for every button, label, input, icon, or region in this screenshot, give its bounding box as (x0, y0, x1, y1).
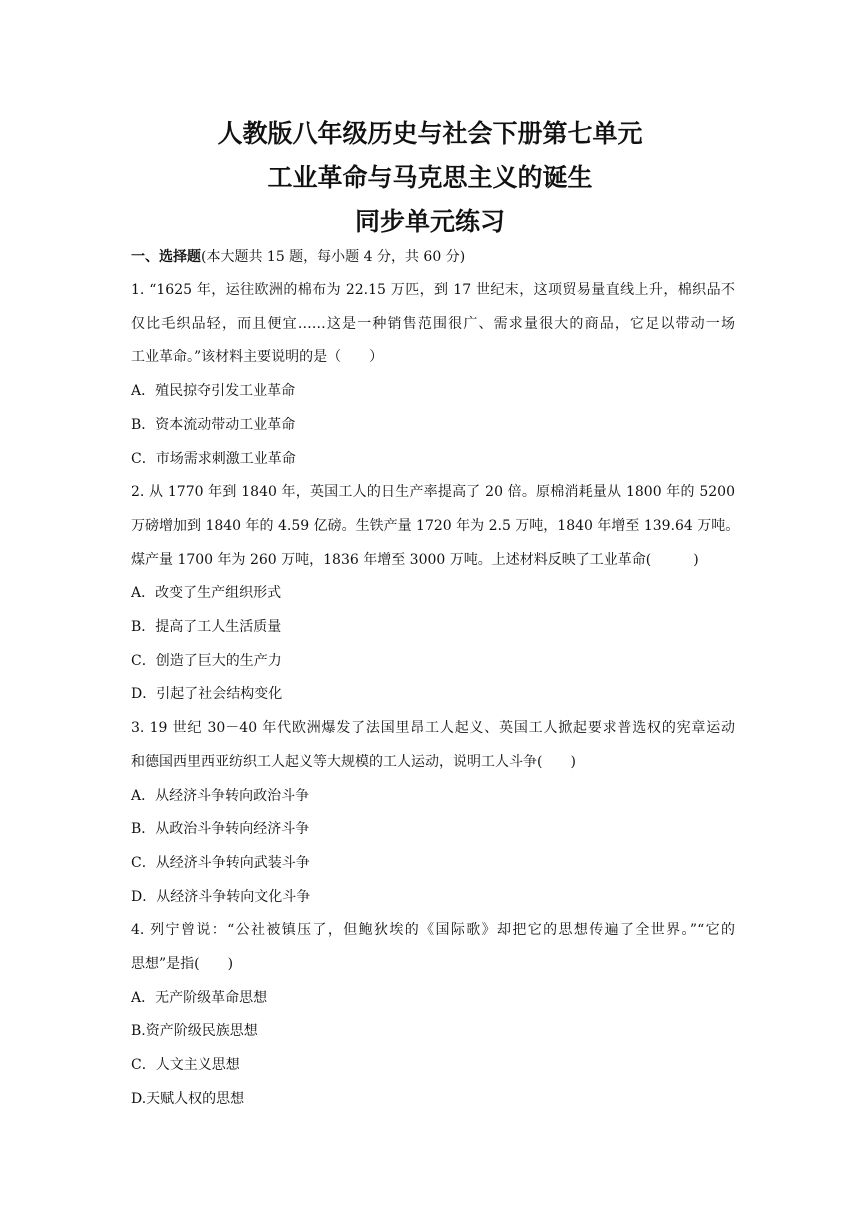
question-stem-line: 思想”是指( ) (131, 956, 234, 973)
section-heading-label: 一、选择题 (131, 249, 201, 265)
option-b: B．提高了工人生活质量 (131, 619, 282, 636)
option-d: D.天赋人权的思想 (131, 1090, 245, 1107)
option-d: D．从经济斗争转向文化斗争 (131, 888, 311, 905)
question-3 (131, 712, 735, 914)
option-a: A．改变了生产组织形式 (131, 585, 282, 602)
question-stem-line: 4. 列宁曾说：“公社被镇压了，但鲍狄埃的《国际歌》却把它的思想传遍了全世界。”“它的 (131, 922, 735, 939)
question-stem-line: 工业革命。”该材料主要说明的是（ ） (131, 349, 384, 366)
title-block (0, 112, 860, 244)
option-a: A．从经济斗争转向政治斗争 (131, 787, 310, 804)
option-b: B．从政治斗争转向经济斗争 (131, 821, 310, 838)
question-stem-line: 煤产量 1700 年为 260 万吨，1836 年增至 3000 万吨。上述材料反映了工业革命( ) (131, 551, 699, 568)
option-d: D．引起了社会结构变化 (131, 686, 283, 703)
question-2 (131, 476, 740, 712)
option-b: B．资本流动带动工业革命 (131, 416, 296, 433)
question-stem-line: 和德国西里西亚纺织工人起义等大规模的工人运动，说明工人斗争( ) (131, 753, 576, 770)
question-stem-line: 2. 从 1770 年到 1840 年，英国工人的日生产率提高了 20 倍。原棉消耗量从 1800 年的 5200 (131, 484, 735, 501)
option-a: A．殖民掠夺引发工业革命 (131, 383, 296, 400)
section-heading (131, 240, 735, 274)
option-c: C．人文主义思想 (131, 1057, 240, 1074)
title-line-2: 工业革命与马克思主义的诞生 (267, 163, 593, 192)
option-c: C．市场需求刺激工业革命 (131, 450, 296, 467)
question-stem-line: 万磅增加到 1840 年的 4.59 亿磅。生铁产量 1720 年为 2.5 万吨，1840 年增至 139.64 万吨。 (131, 517, 740, 534)
question-stem-line: 仅比毛织品轻，而且便宜……这是一种销售范围很广、需求量很大的商品，它足以带动一场 (131, 315, 735, 332)
question-stem-line: 1. “1625 年，运往欧洲的棉布为 22.15 万匹，到 17 世纪末，这项贸易量直线上升，棉织品不 (131, 282, 735, 298)
question-content (131, 240, 740, 1117)
option-a: A．无产阶级革命思想 (131, 989, 268, 1006)
option-b: B.资产阶级民族思想 (131, 1023, 258, 1040)
option-c: C．创造了巨大的生产力 (131, 652, 282, 669)
option-c: C．从经济斗争转向武装斗争 (131, 854, 310, 871)
question-4 (131, 914, 735, 1116)
question-1 (131, 274, 735, 476)
title-line-1: 人教版八年级历史与社会下册第七单元 (217, 119, 643, 148)
section-heading-note: (本大题共 15 题，每小题 4 分，共 60 分) (201, 249, 466, 265)
question-stem-line: 3. 19 世纪 30－40 年代欧洲爆发了法国里昂工人起义、英国工人掀起要求普选权的宪章运动 (131, 720, 735, 737)
title-line-3: 同步单元练习 (354, 207, 505, 236)
